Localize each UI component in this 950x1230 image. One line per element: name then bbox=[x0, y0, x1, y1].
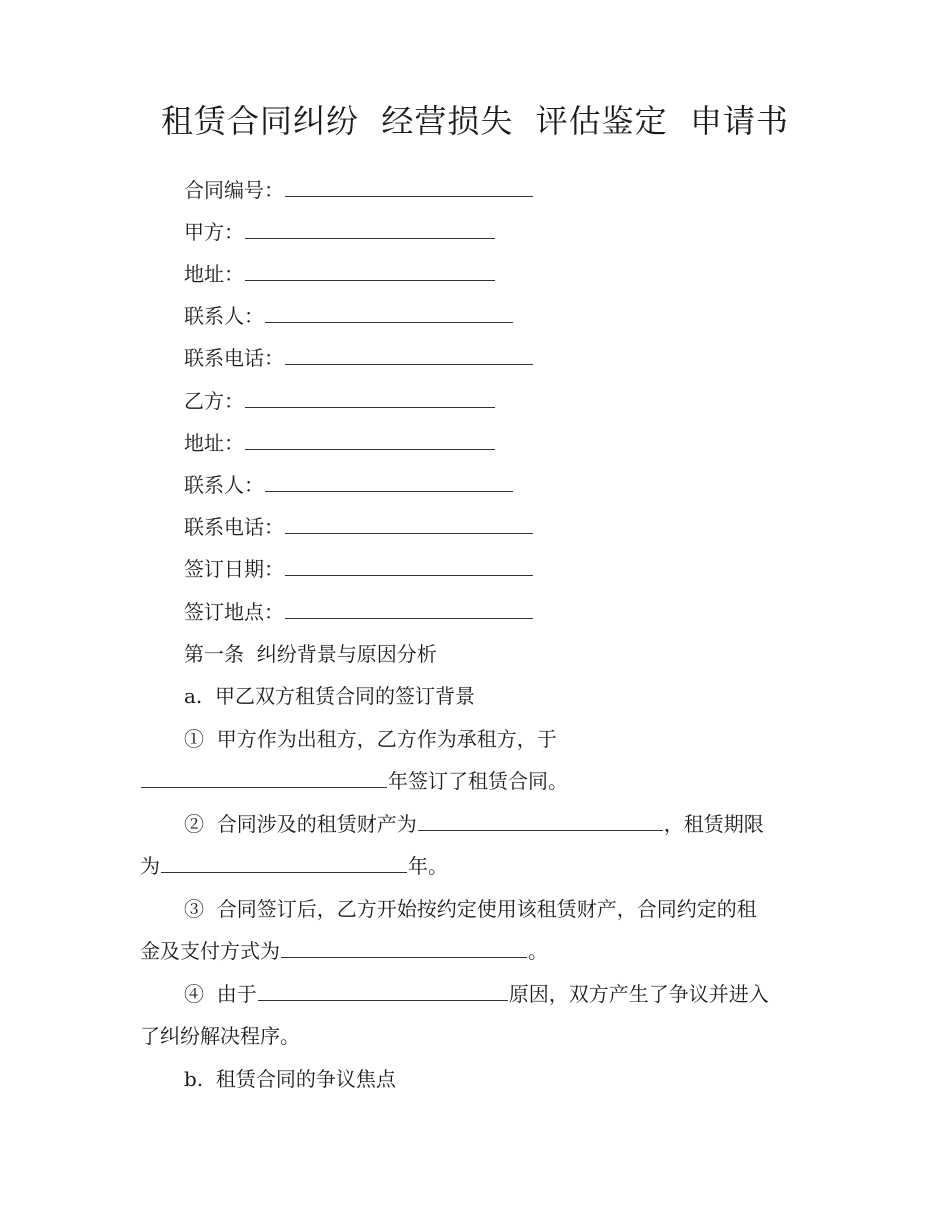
blank-line[interactable] bbox=[245, 262, 495, 281]
field-party-a-phone bbox=[0, 344, 950, 372]
field-label: 地址： bbox=[184, 431, 244, 455]
paragraph-text: 年签订了租赁合同。 bbox=[388, 769, 568, 793]
blank-line[interactable] bbox=[161, 854, 407, 873]
field-label: 联系人： bbox=[184, 304, 264, 328]
paragraph-4-line-2: 了纠纷解决程序。 bbox=[140, 1024, 300, 1048]
blank-line[interactable] bbox=[285, 600, 533, 619]
paragraph-text: 。 bbox=[528, 939, 548, 963]
blank-line[interactable] bbox=[281, 939, 527, 958]
field-party-a bbox=[0, 218, 950, 246]
blank-line[interactable] bbox=[265, 304, 513, 323]
field-party-a-address bbox=[0, 260, 950, 288]
field-label: 联系人： bbox=[184, 473, 264, 497]
blank-line[interactable] bbox=[265, 473, 513, 492]
paragraph-text: 原因，双方产生了争议并进入 bbox=[508, 982, 769, 1006]
paragraph-2-line-2 bbox=[0, 852, 950, 880]
section-a-heading: a. 甲乙双方租赁合同的签订背景 bbox=[184, 684, 475, 708]
blank-line[interactable] bbox=[258, 982, 508, 1001]
blank-line[interactable] bbox=[245, 431, 495, 450]
field-party-b-address bbox=[0, 429, 950, 457]
paragraph-text: 年。 bbox=[408, 854, 448, 878]
paragraph-text: 金及支付方式为 bbox=[140, 939, 280, 963]
field-label: 联系电话： bbox=[184, 515, 284, 539]
document-title: 租赁合同纠纷 经营损失 评估鉴定 申请书 bbox=[160, 102, 790, 140]
section-b-heading: b. 租赁合同的争议焦点 bbox=[184, 1067, 396, 1091]
field-contract-number bbox=[0, 176, 950, 204]
field-label: 合同编号： bbox=[184, 178, 284, 202]
field-label: 地址： bbox=[184, 262, 244, 286]
paragraph-text: ④ 由于 bbox=[184, 982, 257, 1006]
blank-line[interactable] bbox=[245, 389, 495, 408]
field-label: 签订地点： bbox=[184, 600, 284, 624]
field-party-b-contact bbox=[0, 471, 950, 499]
field-label: 联系电话： bbox=[184, 346, 284, 370]
paragraph-text: 为 bbox=[140, 854, 160, 878]
field-label: 签订日期： bbox=[184, 557, 284, 581]
field-party-b bbox=[0, 387, 950, 415]
field-sign-date bbox=[0, 555, 950, 583]
article-1-heading: 第一条 纠纷背景与原因分析 bbox=[184, 642, 437, 666]
blank-line[interactable] bbox=[285, 346, 533, 365]
paragraph-3-line-1: ③ 合同签订后，乙方开始按约定使用该租赁财产，合同约定的租 bbox=[184, 897, 757, 921]
blank-line[interactable] bbox=[418, 812, 663, 831]
paragraph-1-line-2 bbox=[0, 767, 950, 795]
paragraph-4-line-1 bbox=[0, 980, 950, 1008]
blank-line[interactable] bbox=[285, 515, 533, 534]
field-party-a-contact bbox=[0, 302, 950, 330]
blank-line[interactable] bbox=[245, 220, 495, 239]
paragraph-text: ，租赁期限 bbox=[663, 812, 764, 836]
paragraph-text: ② 合同涉及的租赁财产为 bbox=[184, 812, 417, 836]
field-sign-place bbox=[0, 598, 950, 626]
paragraph-1-line-1: ① 甲方作为出租方，乙方作为承租方，于 bbox=[184, 727, 557, 751]
paragraph-2-line-1 bbox=[0, 810, 950, 838]
blank-line[interactable] bbox=[285, 178, 533, 197]
blank-line[interactable] bbox=[141, 769, 387, 788]
field-label: 乙方： bbox=[184, 389, 244, 413]
field-label: 甲方： bbox=[184, 220, 244, 244]
blank-line[interactable] bbox=[285, 557, 533, 576]
paragraph-3-line-2 bbox=[0, 937, 950, 965]
field-party-b-phone bbox=[0, 513, 950, 541]
